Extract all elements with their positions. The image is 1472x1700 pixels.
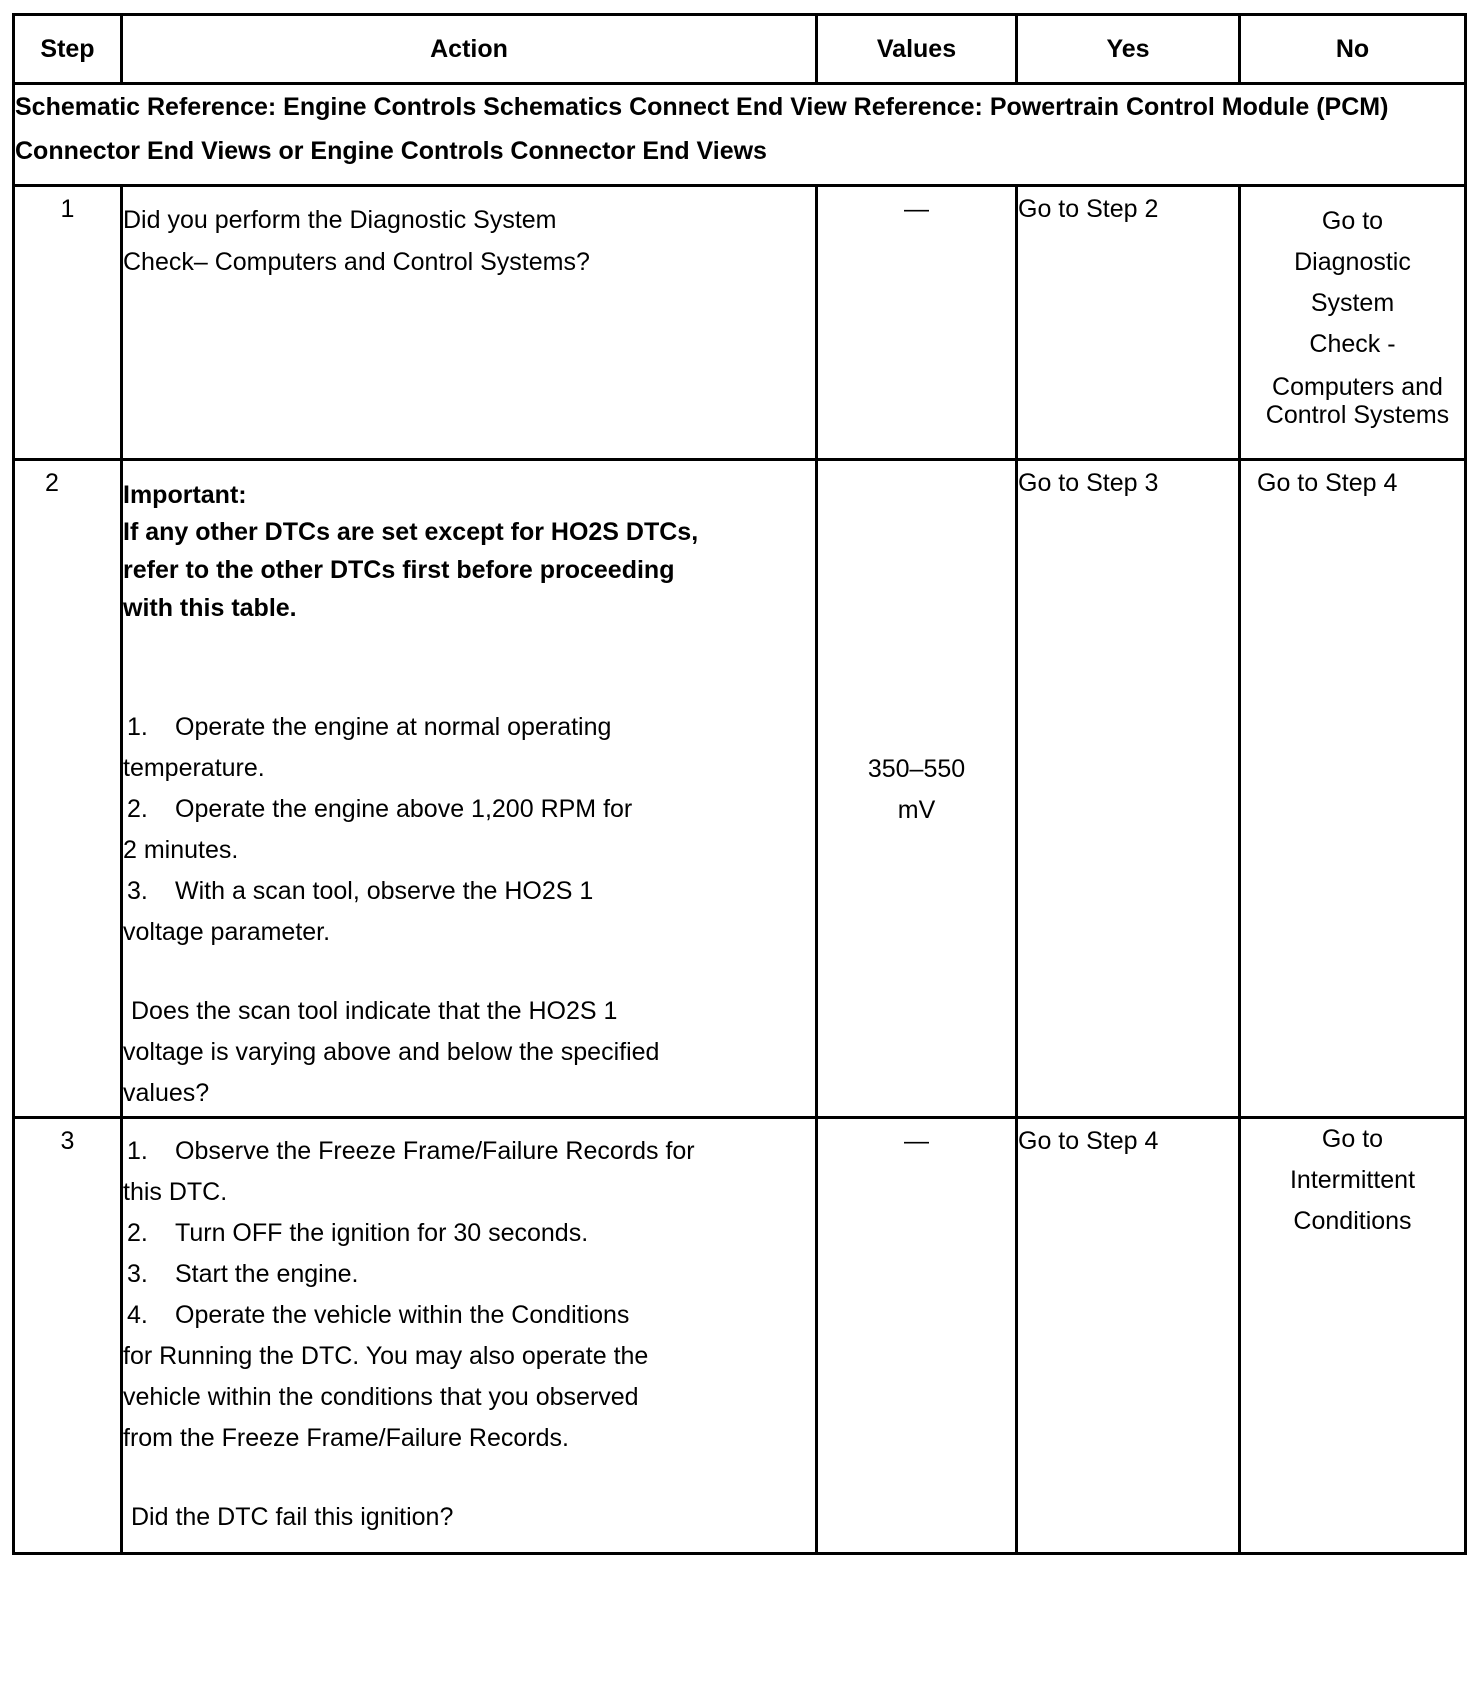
schematic-reference: Schematic Reference: Engine Controls Schematics Connect End View Reference: Powertrain Control Module (PCM) Connector End Views or Engine Controls Connector End Views bbox=[14, 84, 1466, 186]
no-link[interactable] bbox=[1241, 201, 1464, 429]
no-line: Intermittent bbox=[1289, 1166, 1416, 1194]
yes-link[interactable]: Go to Step 4 bbox=[1018, 1127, 1159, 1155]
list-item bbox=[123, 707, 815, 789]
list-number: 4. bbox=[127, 1301, 148, 1329]
diagnostic-table bbox=[12, 13, 1467, 1555]
header-yes: Yes bbox=[1017, 15, 1240, 84]
step-value: — bbox=[817, 1118, 1017, 1554]
list-number: 1. bbox=[127, 1137, 148, 1165]
action-line: vehicle within the conditions that you observed bbox=[123, 1383, 639, 1411]
step-action bbox=[122, 1118, 817, 1554]
no-line: Go to bbox=[1321, 207, 1384, 235]
yes-result bbox=[1017, 1118, 1240, 1554]
table-row bbox=[14, 186, 1466, 460]
list-item bbox=[123, 789, 815, 871]
question bbox=[123, 991, 815, 1114]
list-number: 3. bbox=[127, 1260, 148, 1288]
list-number: 2. bbox=[127, 1219, 148, 1247]
step-value: — bbox=[817, 186, 1017, 460]
no-result bbox=[1240, 186, 1466, 460]
no-line: Check - bbox=[1309, 330, 1396, 358]
yes-link[interactable]: Go to Step 3 bbox=[1018, 469, 1159, 497]
header-step: Step bbox=[14, 15, 122, 84]
no-line: Control Systems bbox=[1265, 401, 1450, 429]
question-line: Does the scan tool indicate that the HO2S 1 bbox=[131, 997, 618, 1025]
header-row bbox=[14, 15, 1466, 84]
no-link[interactable] bbox=[1241, 1119, 1464, 1242]
yes-link[interactable]: Go to Step 2 bbox=[1018, 195, 1159, 223]
list-text: Observe the Freeze Frame/Failure Records for bbox=[175, 1137, 695, 1165]
list-text: 2 minutes. bbox=[123, 836, 239, 864]
list-text: Operate the vehicle within the Conditions bbox=[175, 1301, 630, 1329]
value-line: mV bbox=[897, 796, 936, 824]
question-line: values? bbox=[123, 1079, 210, 1107]
value-line: 350–550 bbox=[867, 755, 966, 783]
no-link[interactable]: Go to Step 4 bbox=[1257, 469, 1398, 497]
action-line: Did you perform the Diagnostic System bbox=[123, 206, 557, 234]
list-item bbox=[123, 871, 815, 953]
list-text: Turn OFF the ignition for 30 seconds. bbox=[175, 1219, 589, 1247]
step-action bbox=[122, 186, 817, 460]
header-action: Action bbox=[122, 15, 817, 84]
list-text: Operate the engine at normal operating bbox=[175, 713, 612, 741]
no-line: Diagnostic bbox=[1294, 248, 1411, 276]
no-result bbox=[1240, 460, 1466, 1118]
table-row bbox=[14, 1118, 1466, 1554]
list-text: this DTC. bbox=[123, 1178, 228, 1206]
list-number: 2. bbox=[127, 795, 148, 823]
table-row bbox=[14, 460, 1466, 1118]
question: Did the DTC fail this ignition? bbox=[131, 1503, 454, 1531]
list-item bbox=[123, 1213, 815, 1254]
yes-result bbox=[1017, 460, 1240, 1118]
important-line: with this table. bbox=[123, 594, 297, 622]
list-number: 3. bbox=[127, 877, 148, 905]
important-title: Important: bbox=[123, 481, 247, 509]
list-text: temperature. bbox=[123, 754, 265, 782]
list-text: With a scan tool, observe the HO2S 1 bbox=[175, 877, 594, 905]
list-text: Start the engine. bbox=[175, 1260, 359, 1288]
step-value bbox=[817, 460, 1017, 1118]
step-number: 3 bbox=[14, 1118, 122, 1554]
list-text: voltage parameter. bbox=[123, 918, 331, 946]
action-line: from the Freeze Frame/Failure Records. bbox=[123, 1424, 569, 1452]
question-line: voltage is varying above and below the specified bbox=[123, 1038, 660, 1066]
important-line: refer to the other DTCs first before proceeding bbox=[123, 556, 675, 584]
step-number: 1 bbox=[14, 186, 122, 460]
list-item bbox=[123, 1295, 815, 1377]
no-line: Go to bbox=[1321, 1125, 1384, 1153]
list-item bbox=[123, 1131, 815, 1213]
header-values: Values bbox=[817, 15, 1017, 84]
action-line: Check– Computers and Control Systems? bbox=[123, 248, 590, 276]
step-number: 2 bbox=[14, 460, 122, 1118]
no-result bbox=[1240, 1118, 1466, 1554]
schematic-reference-row bbox=[14, 84, 1466, 186]
header-no: No bbox=[1240, 15, 1466, 84]
list-item bbox=[123, 1254, 815, 1295]
no-line: Computers and bbox=[1272, 373, 1443, 401]
important-line: If any other DTCs are set except for HO2S DTCs, bbox=[123, 518, 699, 546]
no-line: Conditions bbox=[1293, 1207, 1412, 1235]
list-number: 1. bbox=[127, 713, 148, 741]
list-text: for Running the DTC. You may also operate the bbox=[123, 1342, 649, 1370]
list-text: Operate the engine above 1,200 RPM for bbox=[175, 795, 633, 823]
yes-result bbox=[1017, 186, 1240, 460]
no-line: System bbox=[1310, 289, 1395, 317]
step-action bbox=[122, 460, 817, 1118]
